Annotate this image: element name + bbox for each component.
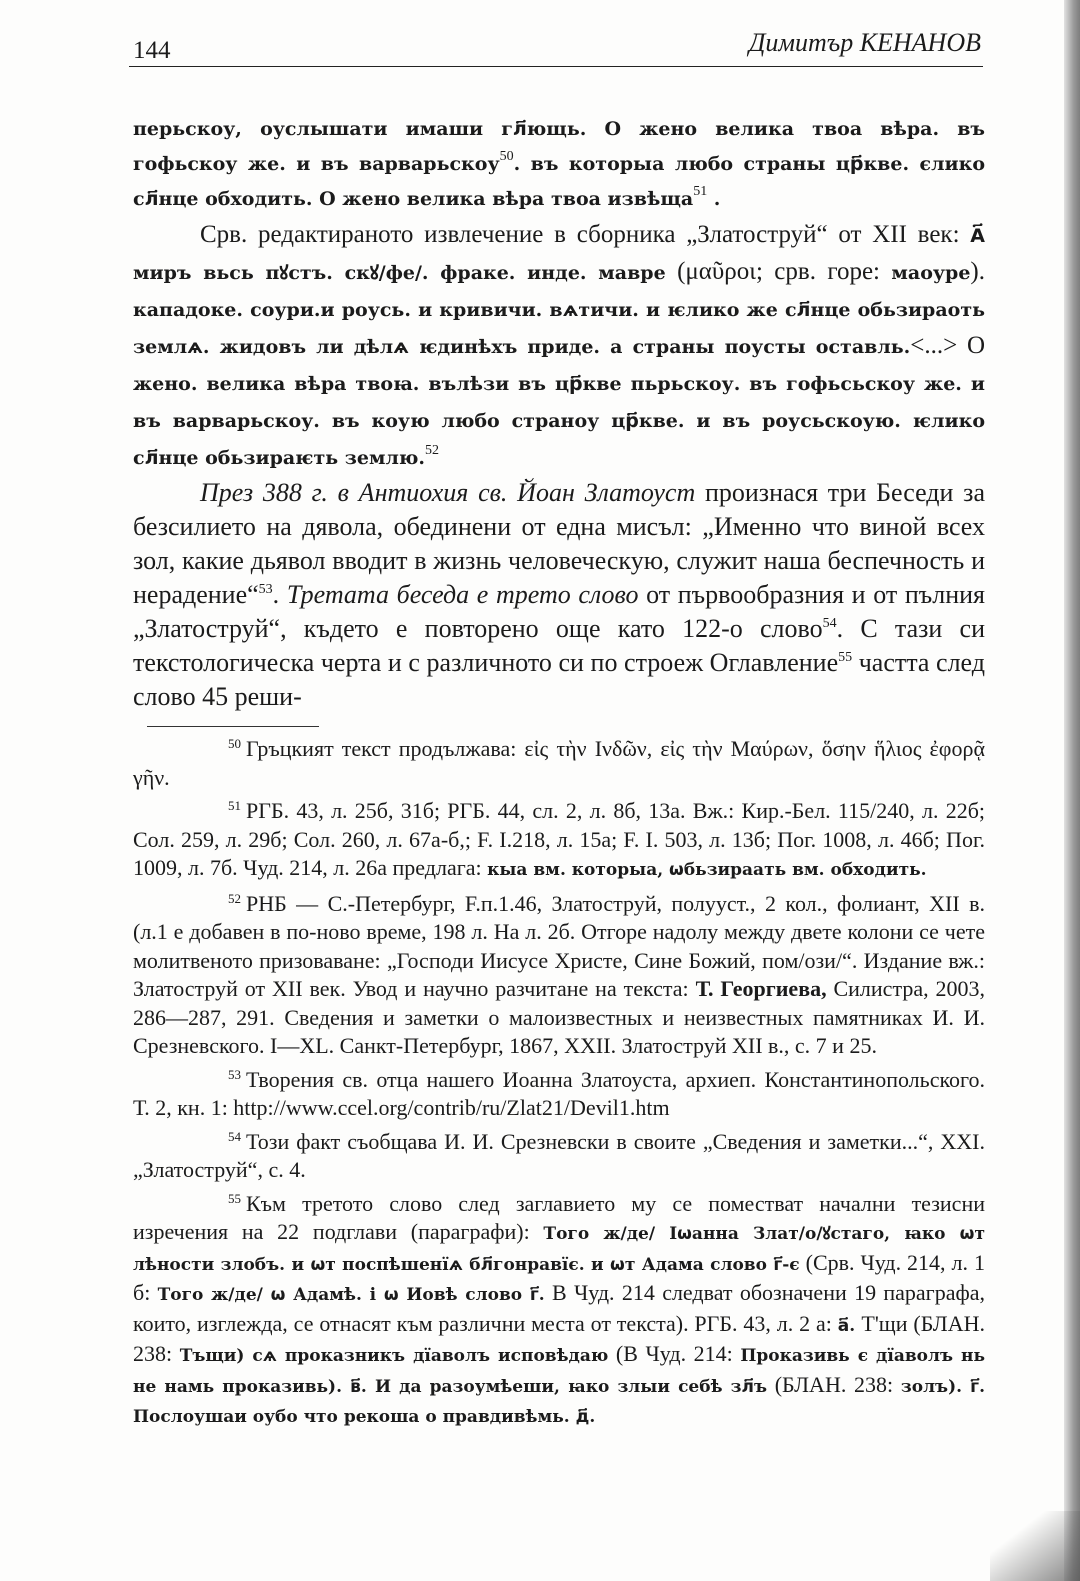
slavonic-text: перьскоу, оуслышати имаши гл҃ющь. О жено велика твоа вѣра. въ гофьскоу же. и въ варварьскоу	[133, 118, 985, 175]
slavonic-text: Проказивь є дїаволъ нь не намь проказивь). в҃. И да разоумѣеши, ꙗко злыи себѣ зл҃ъ	[133, 1346, 985, 1397]
running-title: Димитър КЕНАНОВ	[748, 28, 981, 57]
footnote-text: В Чуд. 214 следват обозначени 19 параграфа, които, изглежда, се отнасят към различни места от текста). РГБ. 43, л. 2 а:	[133, 1280, 985, 1336]
footnote-text: РНБ — С.-Петербург, F.п.1.46, Златоструй, полууст., 2 кол., фолиант, XII в. (л.1 е добавен в по-ново време, 198 л. На л. 2б. Отгоре надолу между двете колони се чете молитвеното призоваване: „Господи Иисусе Христе, Сине Божий, пом/ози/“. Издание вж.: Златоструй от XII век. Увод и научно разчитане на текста:	[133, 890, 985, 1001]
footnote-text: Гръцкият текст продължава: εἰς τὴν Ινδῶν, εἰς τὴν Μαύρων, ὅσην ἥλιος ἐφορᾷ γῆν.	[133, 736, 985, 790]
footnote-text: (В Чуд. 214:	[608, 1341, 741, 1366]
slavonic-text: А҃ миръ вьсь пꙋстъ. скꙋ/фе/. фраке. инде. мавре	[133, 225, 985, 284]
body-text: частта след слово 45 реши-	[133, 648, 985, 711]
body-text: .	[272, 580, 287, 609]
italic-text: Третата беседа е трето слово	[286, 580, 639, 609]
footnote-53	[133, 1066, 985, 1123]
footnote-55	[133, 1190, 985, 1432]
body-text: (μαῦροι; срв. горе:	[665, 258, 892, 285]
main-text	[133, 112, 985, 714]
footnote-text: (Срв. Чуд. 214, л. 1 б:	[133, 1249, 985, 1305]
footnote-text: Този факт съобщава И. И. Срезневски в своите „Сведения и заметки...“, XXI. „Златоструй“, с. 4.	[133, 1128, 985, 1182]
slavonic-text: маоуре	[891, 262, 971, 284]
slavonic-text: .	[707, 188, 721, 210]
footnote-54	[133, 1128, 985, 1185]
footnotes	[133, 735, 985, 1432]
footnote-number: 55	[228, 1190, 241, 1206]
slavonic-text: Того ж/де/ ѡ Адамѣ. і ѡ Иовѣ слово г҃.	[157, 1285, 545, 1305]
body-text: произнася три Беседи за безсилието на дявола, обединени от една мисъл: „Именно что виной всех зол, какие дьявол вводит в жизнь человеческую, служит наша беспечность и нерадение“	[133, 478, 985, 609]
slavonic-text: жено. велика вѣра твоꙗ. вълѣзи въ цр҃кве пьрьскоу. въ гофьсьскоу же. и въ варварьскоу. въ коую любо страноу цр҃кве. и въ роусьскоую. ѥлико сл҃нце обьзираѥть землю.	[133, 373, 985, 469]
italic-text: През 388 г. в Антиохия св. Йоан Златоуст	[200, 478, 696, 507]
page-corner-shadow	[990, 1511, 1080, 1581]
body-text: ).	[970, 258, 985, 285]
page-edge-shadow	[1064, 0, 1080, 1581]
footnote-text: Творения св. отца нашего Иоанна Златоуста, архиеп. Константинопольского. Т. 2, кн. 1: http://www.ccel.org/contrib/ru/Zlat21/Devil1.htm	[133, 1066, 985, 1120]
footnote-ref-50: 50	[499, 149, 514, 164]
footnote-rule	[147, 726, 319, 727]
page-number: 144	[133, 37, 171, 64]
body-text: <...> О	[910, 332, 985, 359]
footnote-ref-55: 55	[838, 650, 853, 665]
running-header	[131, 28, 981, 64]
body-text: Срв. редактираното извлечение в сборника „Златоструй“ от XII век:	[200, 221, 971, 248]
slavonic-text: . въ которыа любо страны цр҃кве. єлико сл҃нце обходить. О жено велика вѣра твоа извѣща	[133, 153, 985, 210]
text-column	[133, 112, 985, 1437]
footnote-50	[133, 735, 985, 792]
footnote-52	[133, 890, 985, 1061]
slavonic-text: золъ). г҃. Послоушаи оубо что рекоша о правдивѣмь. д҃.	[133, 1376, 985, 1427]
footnote-number: 51	[228, 798, 241, 813]
footnote-51	[133, 797, 985, 885]
footnote-text: РГБ. 43, л. 25б, 31б; РГБ. 44, сл. 2, л. 8б, 13а. Вж.: Кир.-Бел. 115/240, л. 22б; Сол. 259, л. 29б; Сол. 260, л. 67а-б,; F. I.218, л. 15а; F. I. 503, л. 13б; Пог. 1008, л. 46б; Пог. 1009, л. 7б. Чуд. 214, л. 26а предлага:	[133, 798, 985, 880]
body-text: от първообразния и от пълния „Златоструй“, където е повторено още като 122-о слово	[133, 580, 986, 643]
slavonic-text: кыа вм. которыа, ѡбьзираать вм. обходить.	[487, 860, 927, 880]
slavonic-text: Тъщи) сѧ проказникъ дїаволъ исповѣдаю	[179, 1346, 609, 1366]
paragraph-slavonic-quote	[133, 112, 985, 217]
footnote-text: Към третото слово след заглавието му се поместват начални тезисни изречения на 22 подглави (параграфи):	[133, 1190, 985, 1244]
footnote-ref-52: 52	[425, 443, 439, 458]
header-rule	[129, 66, 983, 67]
author-name: Т. Георгиева,	[695, 976, 827, 1001]
slavonic-text: Того ж/де/ Іѡанна Злат/о/ꙋстаго, ꙗко ѡт лѣности злобъ. и ѡт поспѣшенїѧ бл҃гонравїє. и ѡт Адама слово г҃-є	[133, 1224, 985, 1275]
footnote-ref-54: 54	[822, 616, 837, 631]
footnote-number: 52	[228, 890, 241, 906]
footnote-number: 54	[228, 1128, 241, 1144]
paragraph-comparison	[133, 217, 985, 476]
footnote-number: 53	[228, 1066, 241, 1082]
footnote-text: Силистра, 2003, 286—287, 291. Сведения и заметки о малоизвестных и неизвестных памятниках И. И. Срезневского. I—XL. Санкт-Петербург, 1867, XXII. Златоструй XII в., с. 7 и 25.	[133, 976, 985, 1058]
paragraph-homilies	[133, 476, 985, 714]
body-text: . С тази си текстологическа черта и с различното си по строеж Оглавление	[133, 614, 985, 677]
slavonic-text: кападоке. соури.и роусь. и кривичи. вѧтичи. и ѥлико же сл҃нце обьзираоть землѧ. жидовъ ли дѣлѧ ѥдинѣхъ приде. а страны поусты оставль.	[133, 299, 985, 358]
slavonic-text: а҃.	[837, 1315, 862, 1336]
footnote-text: (БЛАН. 238:	[767, 1371, 901, 1397]
footnote-number: 50	[228, 736, 241, 751]
footnote-text: Т'щи (БЛАН. 238:	[133, 1310, 985, 1366]
footnote-ref-51: 51	[693, 184, 708, 199]
footnote-ref-53: 53	[258, 582, 273, 597]
